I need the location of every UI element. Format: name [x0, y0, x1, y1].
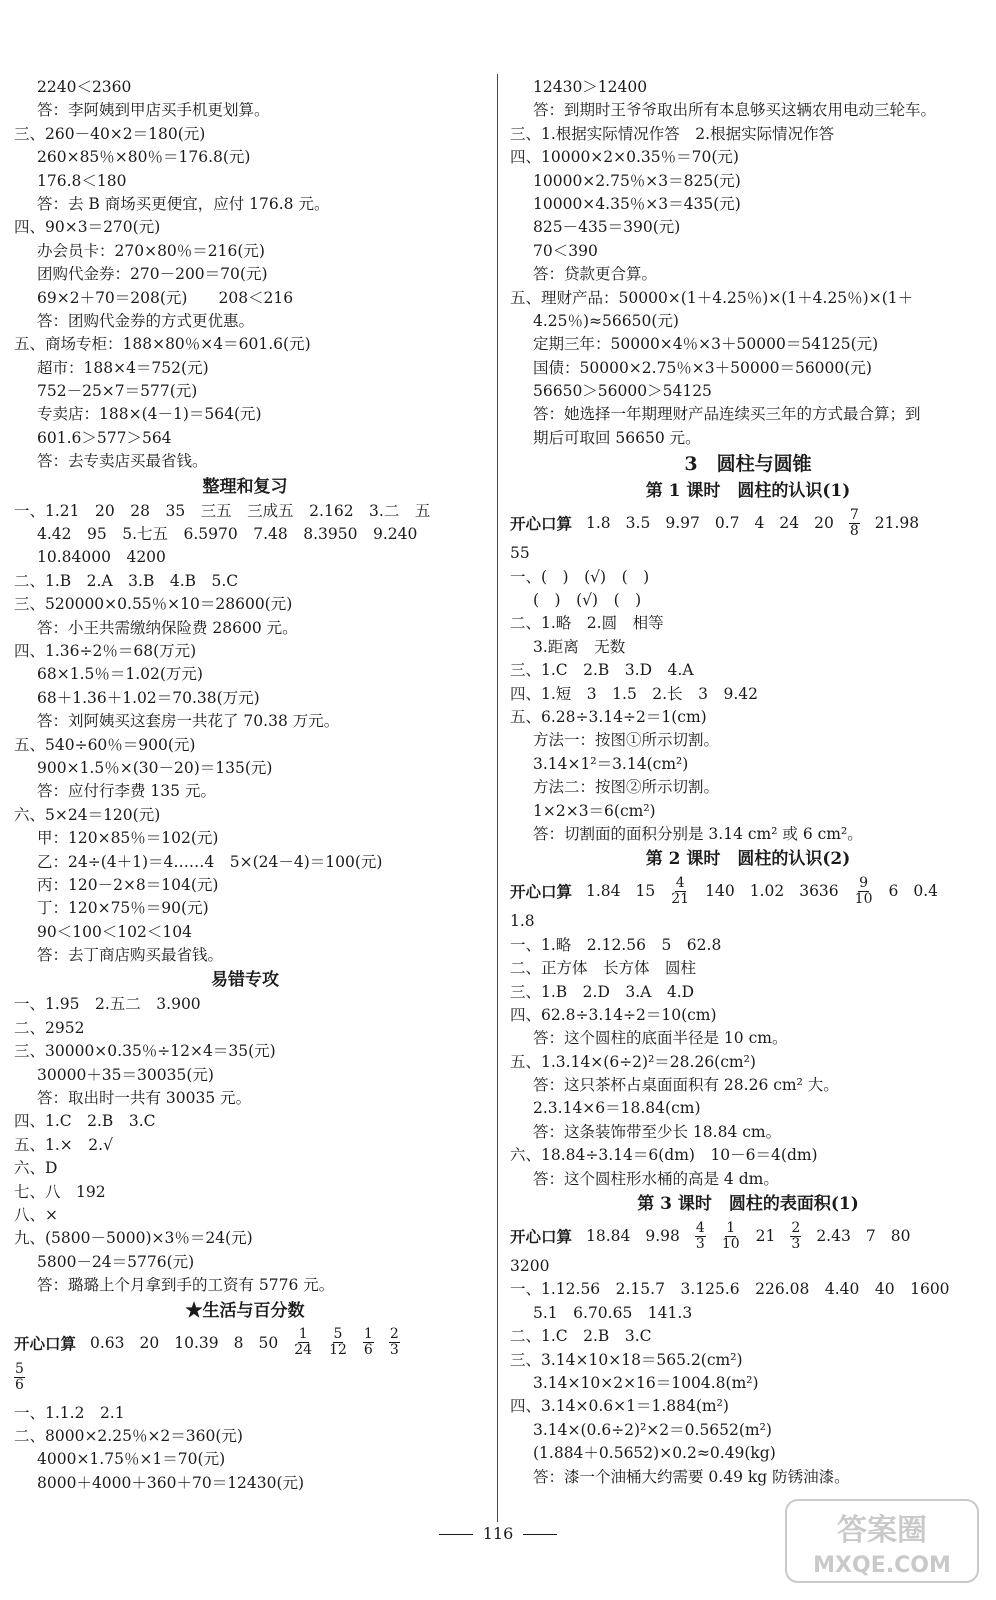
answer-line: 二、1.略 2.圆 相等 — [510, 614, 664, 633]
column-divider — [497, 74, 498, 1522]
answer-line: 答：她选择一年期理财产品连续买三年的方式最合算；到 — [533, 405, 921, 424]
answer-line: 900×1.5％×(30－20)＝135(元) — [37, 758, 273, 777]
answer-line: 五、理财产品：50000×(1＋4.25％)×(1＋4.25％)×(1＋ — [510, 288, 914, 307]
mental-math-answers — [90, 1327, 400, 1358]
answer-line: 56650＞56000＞54125 — [533, 382, 712, 401]
answer-line: 方法二：按图②所示切割。 — [533, 778, 720, 797]
answer-line: 方法一：按图①所示切割。 — [533, 731, 720, 750]
answer-line: 4000×1.75％×1＝70(元) — [37, 1450, 226, 1469]
answer-line: 1×2×3＝6(cm²) — [533, 801, 656, 820]
answer-line: 三、520000×0.55％×10＝28600(元) — [14, 595, 293, 614]
answer-line: 3.距离 无数 — [533, 637, 626, 656]
answer-line: 乙：24÷(4＋1)＝4……4 5×(24－4)＝100(元) — [37, 852, 383, 871]
watermark-text: 答案圈 — [837, 1513, 927, 1548]
answer-line: 二、8000×2.25％×2＝360(元) — [14, 1426, 243, 1445]
answer-line: 5800－24＝5776(元) — [37, 1252, 195, 1271]
mental-math-answers — [586, 876, 938, 907]
answer-value: 21 — [755, 1227, 776, 1246]
answer-line: 答：切割面的面积分别是 3.14 cm² 或 6 cm²。 — [533, 824, 863, 843]
answer-line: 答：去专卖店买最省钱。 — [37, 452, 208, 471]
answer-line: 九、(5800－5000)×3％＝24(元) — [14, 1229, 253, 1248]
answer-line: 一、1.1.2 2.1 — [14, 1403, 125, 1422]
answer-line: 176.8＜180 — [37, 171, 127, 190]
answer-line: 答：刘阿姨买这套房一共花了 70.38 万元。 — [37, 712, 340, 731]
answer-value: 4 — [754, 514, 765, 533]
fraction-denominator: 6 — [15, 1376, 24, 1393]
fraction-numerator: 2 — [389, 1326, 399, 1343]
answer-value: 20 — [814, 514, 834, 533]
answer-line: 六、D — [14, 1159, 58, 1178]
answer-line: 68＋1.36＋1.02＝70.38(万元) — [37, 688, 260, 707]
answer-value: 0.4 — [913, 882, 939, 901]
answer-line: 四、1.短 3 1.5 2.长 3 9.42 — [510, 684, 758, 703]
mental-math-row — [14, 1324, 476, 1362]
answer-line: 8000＋4000＋360＋70＝12430(元) — [37, 1473, 305, 1492]
answer-line: 二、1.C 2.B 3.C — [510, 1327, 652, 1346]
fraction-line — [14, 1362, 476, 1402]
answer-line: 答：团购代金券的方式更优惠。 — [37, 311, 255, 330]
fraction-numerator: 5 — [15, 1360, 24, 1377]
section-heading: ★生活与百分数 — [185, 1300, 305, 1321]
footer-dash-left — [439, 1534, 473, 1535]
fraction-denominator: 8 — [849, 522, 859, 539]
answer-line: 四、90×3＝270(元) — [14, 218, 161, 237]
answer-line: 一、1.略 2.12.56 5 62.8 — [510, 935, 722, 954]
answer-line: 答：去 B 商场买更便宜，应付 176.8 元。 — [37, 194, 330, 213]
answer-value: 9.98 — [645, 1227, 680, 1246]
answer-line: 超市：188×4＝752(元) — [37, 358, 209, 377]
answer-line: 10.84000 4200 — [37, 548, 166, 567]
answer-value: 1.8 — [586, 514, 611, 533]
answer-line: 答：贷款更合算。 — [533, 265, 658, 284]
section-heading: 整理和复习 — [202, 476, 288, 497]
answer-line: 5.1 6.70.65 141.3 — [533, 1303, 693, 1322]
answer-line: 三、30000×0.35％÷12×4＝35(元) — [14, 1042, 276, 1061]
answer-value: 6 — [888, 882, 899, 901]
answer-line: 团购代金券：270－200＝70(元) — [37, 265, 268, 284]
answer-value: 3.5 — [625, 514, 651, 533]
answer-line: 10000×4.35％×3＝435(元) — [533, 194, 741, 213]
answer-line: 甲：120×85％＝102(元) — [37, 829, 219, 848]
answer-line: 2.3.14×6＝18.84(cm) — [533, 1099, 701, 1118]
answer-line: 30000＋35＝30035(元) — [37, 1065, 214, 1084]
answer-line: ( ) (√) ( ) — [533, 591, 642, 610]
answer-line: 国债：50000×2.75％×3＋50000＝56000(元) — [533, 358, 872, 377]
answer-value: 80 — [890, 1227, 911, 1246]
fraction-numerator: 5 — [333, 1326, 343, 1343]
mental-math-label: 开心口算 — [510, 1227, 573, 1247]
answer-line: 二、2952 — [14, 1018, 85, 1037]
answer-line: 二、正方体 长方体 圆柱 — [510, 959, 697, 978]
answer-line: 六、5×24＝120(元) — [14, 805, 161, 824]
answer-line: 答：这个圆柱形水桶的高是 4 dm。 — [533, 1169, 779, 1188]
section-heading: 第 1 课时 圆柱的认识(1) — [645, 481, 851, 502]
fraction-denominator: 24 — [294, 1342, 313, 1359]
answer-line: 定期三年：50000×4％×3＋50000＝54125(元) — [533, 335, 879, 354]
fraction-numerator: 4 — [695, 1219, 705, 1236]
answer-line: 答：璐璐上个月拿到手的工资有 5776 元。 — [37, 1276, 335, 1295]
answer-line: 一、1.95 2.五二 3.900 — [14, 995, 201, 1014]
mental-math-label: 开心口算 — [14, 1333, 77, 1353]
answer-line: 三、3.14×10×18＝565.2(cm²) — [510, 1350, 743, 1369]
answer-line: 4.25％)≈56650(元) — [533, 311, 679, 330]
section-heading: 易错专攻 — [211, 970, 279, 991]
answer-value: 0.63 — [90, 1333, 125, 1352]
answer-value: 20 — [139, 1333, 160, 1352]
answer-line: 答：取出时一共有 30035 元。 — [37, 1089, 252, 1108]
fraction — [14, 1362, 25, 1393]
fraction-numerator: 1 — [363, 1326, 373, 1343]
fraction — [790, 1221, 801, 1252]
answer-line: 70＜390 — [533, 241, 598, 260]
fraction-denominator: 3 — [389, 1342, 399, 1359]
answer-line: 七、八 192 — [14, 1182, 106, 1201]
answer-line: 1.8 — [510, 912, 535, 931]
fraction — [670, 876, 690, 907]
answer-line: 答：应付行李费 135 元。 — [37, 782, 216, 801]
answer-line: 答：到期时王爷爷取出所有本息够买这辆农用电动三轮车。 — [533, 101, 937, 120]
fraction-denominator: 12 — [329, 1342, 347, 1359]
answer-line: 五、1.3.14×(6÷2)²＝28.26(cm²) — [510, 1052, 756, 1071]
answer-line: 三、1.根据实际情况作答 2.根据实际情况作答 — [510, 124, 835, 143]
answer-value: 24 — [779, 514, 800, 533]
answer-line: 55 — [510, 544, 530, 563]
mental-math-answers — [586, 1221, 910, 1252]
mental-math-row — [510, 504, 986, 542]
answer-line: (1.884＋0.5652)×0.2≈0.49(kg) — [533, 1444, 776, 1463]
answer-value: 140 — [705, 882, 735, 901]
answer-line: 四、1.36÷2％＝68(万元) — [14, 641, 197, 660]
answer-line: 期后可取回 56650 元。 — [533, 428, 701, 447]
fraction — [293, 1327, 313, 1358]
answer-line: 办会员卡：270×80％＝216(元) — [37, 241, 265, 260]
answer-line: 答：李阿姨到甲店买手机更划算。 — [37, 101, 270, 120]
fraction-denominator: 10 — [721, 1235, 740, 1252]
answer-line: 五、商场专柜：188×80％×4＝601.6(元) — [14, 335, 311, 354]
answer-line: 答：这条装饰带至少长 18.84 cm。 — [533, 1122, 782, 1141]
right-column — [510, 76, 986, 1489]
answer-line: 601.6＞577＞564 — [37, 428, 172, 447]
answer-line: 2240＜2360 — [37, 78, 132, 96]
answer-line: 丙：120－2×8＝104(元) — [37, 875, 219, 894]
answer-value: 10.39 — [174, 1333, 219, 1352]
answer-value: 3636 — [799, 882, 839, 901]
answer-line: 答：去丁商店购买最省钱。 — [37, 946, 224, 965]
answer-line: 答：这只茶杯占桌面面积有 28.26 cm² 大。 — [533, 1076, 839, 1095]
mental-math-row — [510, 872, 986, 910]
fraction — [363, 1327, 374, 1358]
answer-line: 3.14×10×2×16＝1004.8(m²) — [533, 1373, 759, 1392]
answer-value: 18.84 — [586, 1227, 631, 1246]
fraction-numerator: 4 — [675, 874, 685, 891]
answer-value: 1.02 — [749, 882, 785, 901]
answer-line: 3.14×(0.6÷2)²×2＝0.5652(m²) — [533, 1420, 772, 1439]
answer-line: 一、1.21 20 28 35 三五 三成五 2.162 3.二 五 — [14, 501, 431, 520]
mental-math-row — [510, 1217, 986, 1255]
fraction-denominator: 21 — [671, 890, 690, 907]
fraction-denominator: 3 — [791, 1235, 801, 1252]
left-column — [14, 76, 476, 1495]
answer-line: 69×2＋70＝208(元) 208＜216 — [37, 288, 294, 307]
fraction-numerator: 9 — [859, 874, 869, 891]
answer-line: 四、3.14×0.6×1＝1.884(m²) — [510, 1397, 729, 1416]
fraction — [328, 1327, 348, 1358]
fraction — [695, 1221, 706, 1252]
answer-line: 一、1.12.56 2.15.7 3.125.6 226.08 4.40 40 1600 — [510, 1280, 950, 1299]
fraction-denominator: 3 — [695, 1235, 705, 1252]
answer-line: 三、1.C 2.B 3.D 4.A — [510, 661, 694, 680]
fraction — [849, 508, 860, 539]
answer-value: 7 — [865, 1227, 876, 1246]
fraction-numerator: 1 — [298, 1326, 308, 1343]
answer-value: 9.97 — [665, 514, 700, 533]
section-heading: 3 圆柱与圆锥 — [684, 453, 812, 476]
answer-value: 21.98 — [874, 514, 920, 533]
answer-line: 825－435＝390(元) — [533, 218, 681, 237]
fraction-numerator: 7 — [849, 506, 859, 523]
mental-math-label: 开心口算 — [510, 514, 573, 534]
answer-line: 五、6.28÷3.14÷2＝1(cm) — [510, 707, 707, 726]
answer-line: 752－25×7＝577(元) — [37, 382, 198, 401]
footer-dash-right — [523, 1534, 557, 1535]
answer-line: 4.42 95 5.七五 6.5970 7.48 8.3950 9.240 — [37, 525, 418, 544]
answer-line: 三、260－40×2＝180(元) — [14, 124, 206, 143]
answer-line: 260×85％×80％＝176.8(元) — [37, 148, 251, 167]
answer-line: 五、540÷60％＝900(元) — [14, 735, 196, 754]
fraction — [854, 876, 874, 907]
answer-line: 三、1.B 2.D 3.A 4.D — [510, 982, 695, 1001]
answer-line: 四、1.C 2.B 3.C — [14, 1112, 156, 1131]
answer-value: 50 — [258, 1333, 279, 1352]
watermark-url: MXQE.COM — [813, 1553, 951, 1578]
answer-line: 答：小王共需缴纳保险费 28600 元。 — [37, 618, 298, 637]
answer-line: 二、1.B 2.A 3.B 4.B 5.C — [14, 571, 239, 590]
answer-line: 丁：120×75％＝90(元) — [37, 899, 209, 918]
answer-line: 五、1.× 2.√ — [14, 1135, 113, 1154]
answer-line: 10000×2.75％×3＝825(元) — [533, 171, 741, 190]
answer-line: 12430＞12400 — [533, 78, 648, 96]
answer-line: 3.14×1²＝3.14(cm²) — [533, 754, 689, 773]
section-heading: 第 3 课时 圆柱的表面积(1) — [637, 1194, 859, 1215]
fraction-denominator: 10 — [854, 890, 873, 907]
answer-line: 一、( ) (√) ( ) — [510, 567, 650, 586]
answer-line: 六、18.84÷3.14＝6(dm) 10－6＝4(dm) — [510, 1146, 818, 1165]
fraction — [721, 1221, 741, 1252]
watermark-logo — [782, 1496, 982, 1586]
answer-value: 8 — [233, 1333, 244, 1352]
mental-math-answers — [586, 508, 919, 539]
answer-line: 四、10000×2×0.35％＝70(元) — [510, 148, 739, 167]
answer-line: 3200 — [510, 1257, 550, 1276]
fraction — [389, 1327, 400, 1358]
answer-line: 四、62.8÷3.14÷2＝10(cm) — [510, 1005, 717, 1024]
answer-line: 68×1.5％＝1.02(万元) — [37, 665, 203, 684]
section-heading: 第 2 课时 圆柱的认识(2) — [645, 849, 851, 870]
fraction-denominator: 6 — [363, 1342, 373, 1359]
page-number: 116 — [482, 1524, 514, 1543]
answer-value: 0.7 — [714, 514, 740, 533]
answer-line: 90＜100＜102＜104 — [37, 922, 192, 941]
answer-line: 八、× — [14, 1205, 58, 1224]
answer-line: 答：漆一个油桶大约需要 0.49 kg 防锈油漆。 — [533, 1467, 850, 1486]
answer-value: 2.43 — [816, 1227, 851, 1246]
answer-value: 15 — [635, 882, 656, 901]
answer-line: 专卖店：188×(4－1)＝564(元) — [37, 405, 262, 424]
fraction-numerator: 1 — [726, 1219, 736, 1236]
fraction-numerator: 2 — [791, 1219, 801, 1236]
answer-line: 答：这个圆柱的底面半径是 10 cm。 — [533, 1029, 788, 1048]
mental-math-label: 开心口算 — [510, 882, 573, 902]
answer-value: 1.84 — [586, 882, 621, 901]
